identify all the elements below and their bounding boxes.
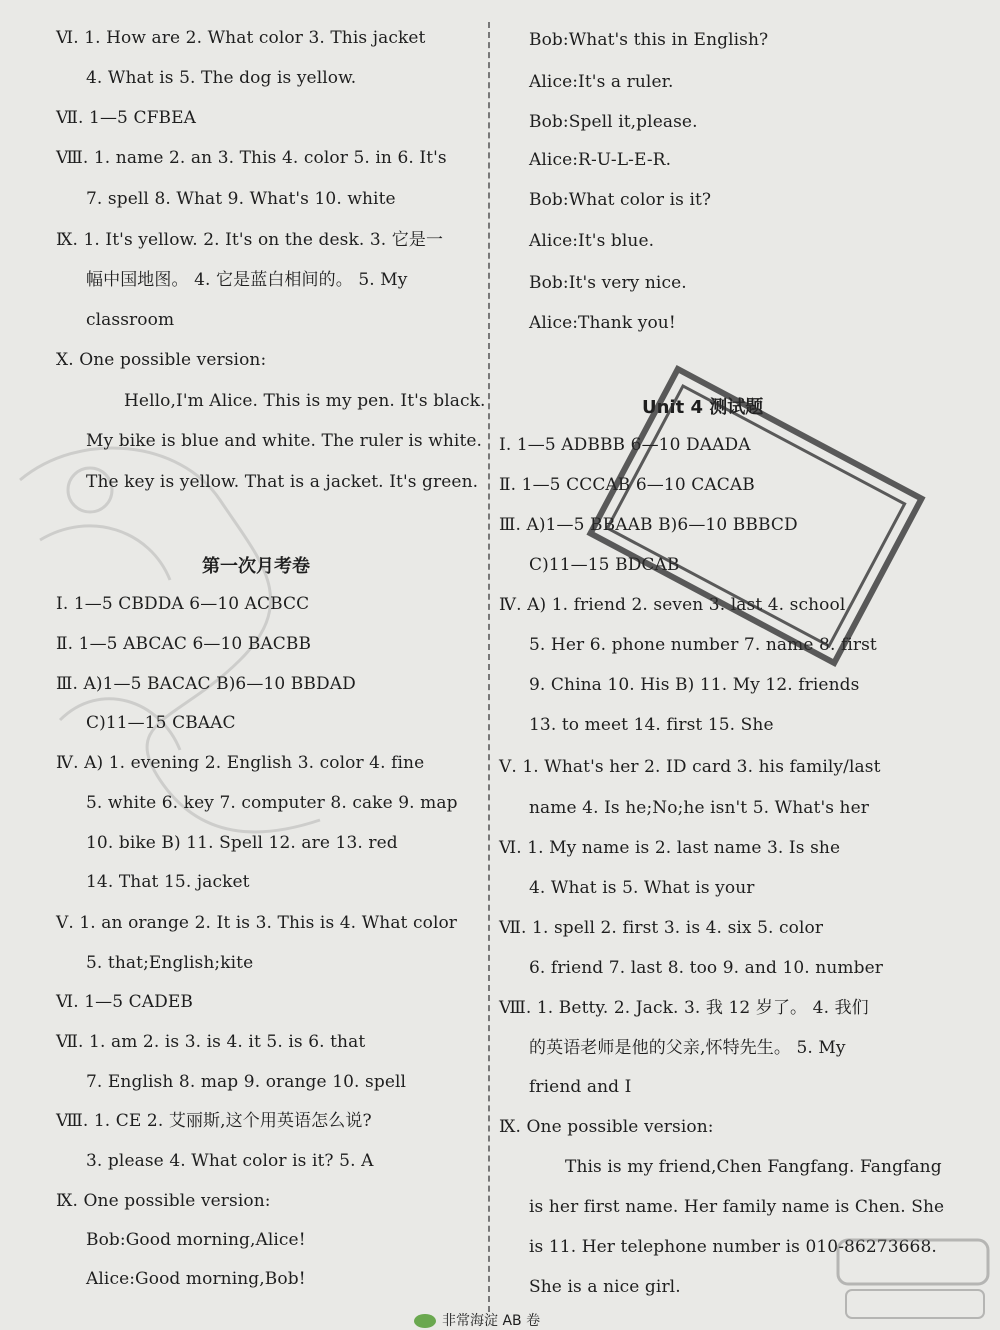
left-line: Ⅵ. 1. How are 2. What color 3. This jacket — [56, 28, 426, 48]
right-line: 13. to meet 14. first 15. She — [529, 715, 774, 735]
right-line: Alice:R-U-L-E-R. — [529, 150, 672, 170]
right-line: Ⅷ. 1. Betty. 2. Jack. 3. 我 12 岁了。 4. 我们 — [499, 998, 869, 1018]
left-line: Ⅴ. 1. an orange 2. It is 3. This is 4. What color — [56, 913, 458, 933]
left-line: 幅中国地图。 4. 它是蓝白相间的。 5. My — [86, 270, 408, 290]
right-line: Alice:Thank you! — [529, 313, 676, 333]
left-line: 7. English 8. map 9. orange 10. spell — [86, 1072, 407, 1092]
right-line: C)11—15 BDCAB — [529, 555, 680, 575]
right-line: 的英语老师是他的父亲,怀特先生。 5. My — [529, 1038, 846, 1058]
right-line: This is my friend,Chen Fangfang. Fangfang — [565, 1157, 942, 1177]
left-line: Ⅲ. A)1—5 BACAC B)6—10 BBDAD — [56, 674, 356, 694]
left-line: Ⅷ. 1. CE 2. 艾丽斯,这个用英语怎么说? — [56, 1111, 372, 1131]
left-line: Ⅸ. 1. It's yellow. 2. It's on the desk. 3. 它是一 — [56, 230, 444, 250]
right-line: Ⅸ. One possible version: — [499, 1117, 714, 1137]
left-line: Alice:Good morning,Bob! — [86, 1269, 306, 1289]
right-line: Ⅳ. A) 1. friend 2. seven 3. last 4. school — [499, 595, 846, 615]
right-line: Ⅰ. 1—5 ADBBB 6—10 DAADA — [499, 435, 751, 455]
left-line: My bike is blue and white. The ruler is white. — [86, 431, 483, 451]
right-line: 9. China 10. His B) 11. My 12. friends — [529, 675, 860, 695]
footer-text: 非常海淀 AB 卷 — [442, 1313, 541, 1329]
left-line: 14. That 15. jacket — [86, 872, 250, 892]
left-line: classroom — [86, 310, 175, 330]
right-line: She is a nice girl. — [529, 1277, 681, 1297]
left-line: 7. spell 8. What 9. What's 10. white — [86, 189, 396, 209]
left-line: Hello,I'm Alice. This is my pen. It's black. — [124, 391, 486, 411]
left-line: Ⅱ. 1—5 ABCAC 6—10 BACBB — [56, 634, 312, 654]
section-heading-first-monthly-test: 第一次月考卷 — [202, 556, 310, 577]
left-line: Ⅶ. 1. am 2. is 3. is 4. it 5. is 6. that — [56, 1032, 366, 1052]
left-line: Ⅳ. A) 1. evening 2. English 3. color 4. fine — [56, 753, 425, 773]
left-line: 4. What is 5. The dog is yellow. — [86, 68, 357, 88]
site-watermark-logo — [830, 1232, 1000, 1326]
right-line: Alice:It's blue. — [529, 231, 655, 251]
right-line: is 11. Her telephone number is 010-86273668. — [529, 1237, 937, 1257]
left-line: Ⅶ. 1—5 CFBEA — [56, 108, 196, 128]
left-line: C)11—15 CBAAC — [86, 713, 236, 733]
right-line: Bob:What color is it? — [529, 190, 712, 210]
right-line: 4. What is 5. What is your — [529, 878, 755, 898]
left-line: Ⅸ. One possible version: — [56, 1191, 271, 1211]
right-line: Bob:Spell it,please. — [529, 112, 698, 132]
right-line: Ⅲ. A)1—5 BBAAB B)6—10 BBBCD — [499, 515, 798, 535]
left-line: Ⅹ. One possible version: — [56, 350, 267, 370]
right-line: Alice:It's a ruler. — [529, 72, 674, 92]
left-line: Ⅰ. 1—5 CBDDA 6—10 ACBCC — [56, 594, 310, 614]
right-line: Ⅱ. 1—5 CCCAB 6—10 CACAB — [499, 475, 755, 495]
left-line: 5. white 6. key 7. computer 8. cake 9. map — [86, 793, 458, 813]
right-line: Ⅴ. 1. What's her 2. ID card 3. his family/last — [499, 757, 881, 777]
right-line: friend and I — [529, 1077, 632, 1097]
left-line: Bob:Good morning,Alice! — [86, 1230, 306, 1250]
left-line: Ⅷ. 1. name 2. an 3. This 4. color 5. in 6. It's — [56, 148, 447, 168]
right-line: 5. Her 6. phone number 7. name 8. first — [529, 635, 877, 655]
right-line: Ⅵ. 1. My name is 2. last name 3. Is she — [499, 838, 841, 858]
right-line: name 4. Is he;No;he isn't 5. What's her — [529, 798, 869, 818]
column-divider — [488, 22, 490, 1312]
left-line: 3. please 4. What color is it? 5. A — [86, 1151, 374, 1171]
footer-brand — [414, 1310, 540, 1330]
right-line: 6. friend 7. last 8. too 9. and 10. number — [529, 958, 883, 978]
right-line: is her first name. Her family name is Chen. She — [529, 1197, 945, 1217]
left-line: 5. that;English;kite — [86, 953, 254, 973]
stamp-seal-icon — [586, 365, 925, 667]
right-line: Bob:What's this in English? — [529, 30, 769, 50]
right-line: Ⅶ. 1. spell 2. first 3. is 4. six 5. color — [499, 918, 824, 938]
section-heading-unit4-test: Unit 4 测试题 — [642, 397, 764, 418]
left-line: The key is yellow. That is a jacket. It's green. — [86, 472, 479, 492]
left-line: 10. bike B) 11. Spell 12. are 13. red — [86, 833, 398, 853]
left-line: Ⅵ. 1—5 CADEB — [56, 992, 193, 1012]
right-line: Bob:It's very nice. — [529, 273, 687, 293]
